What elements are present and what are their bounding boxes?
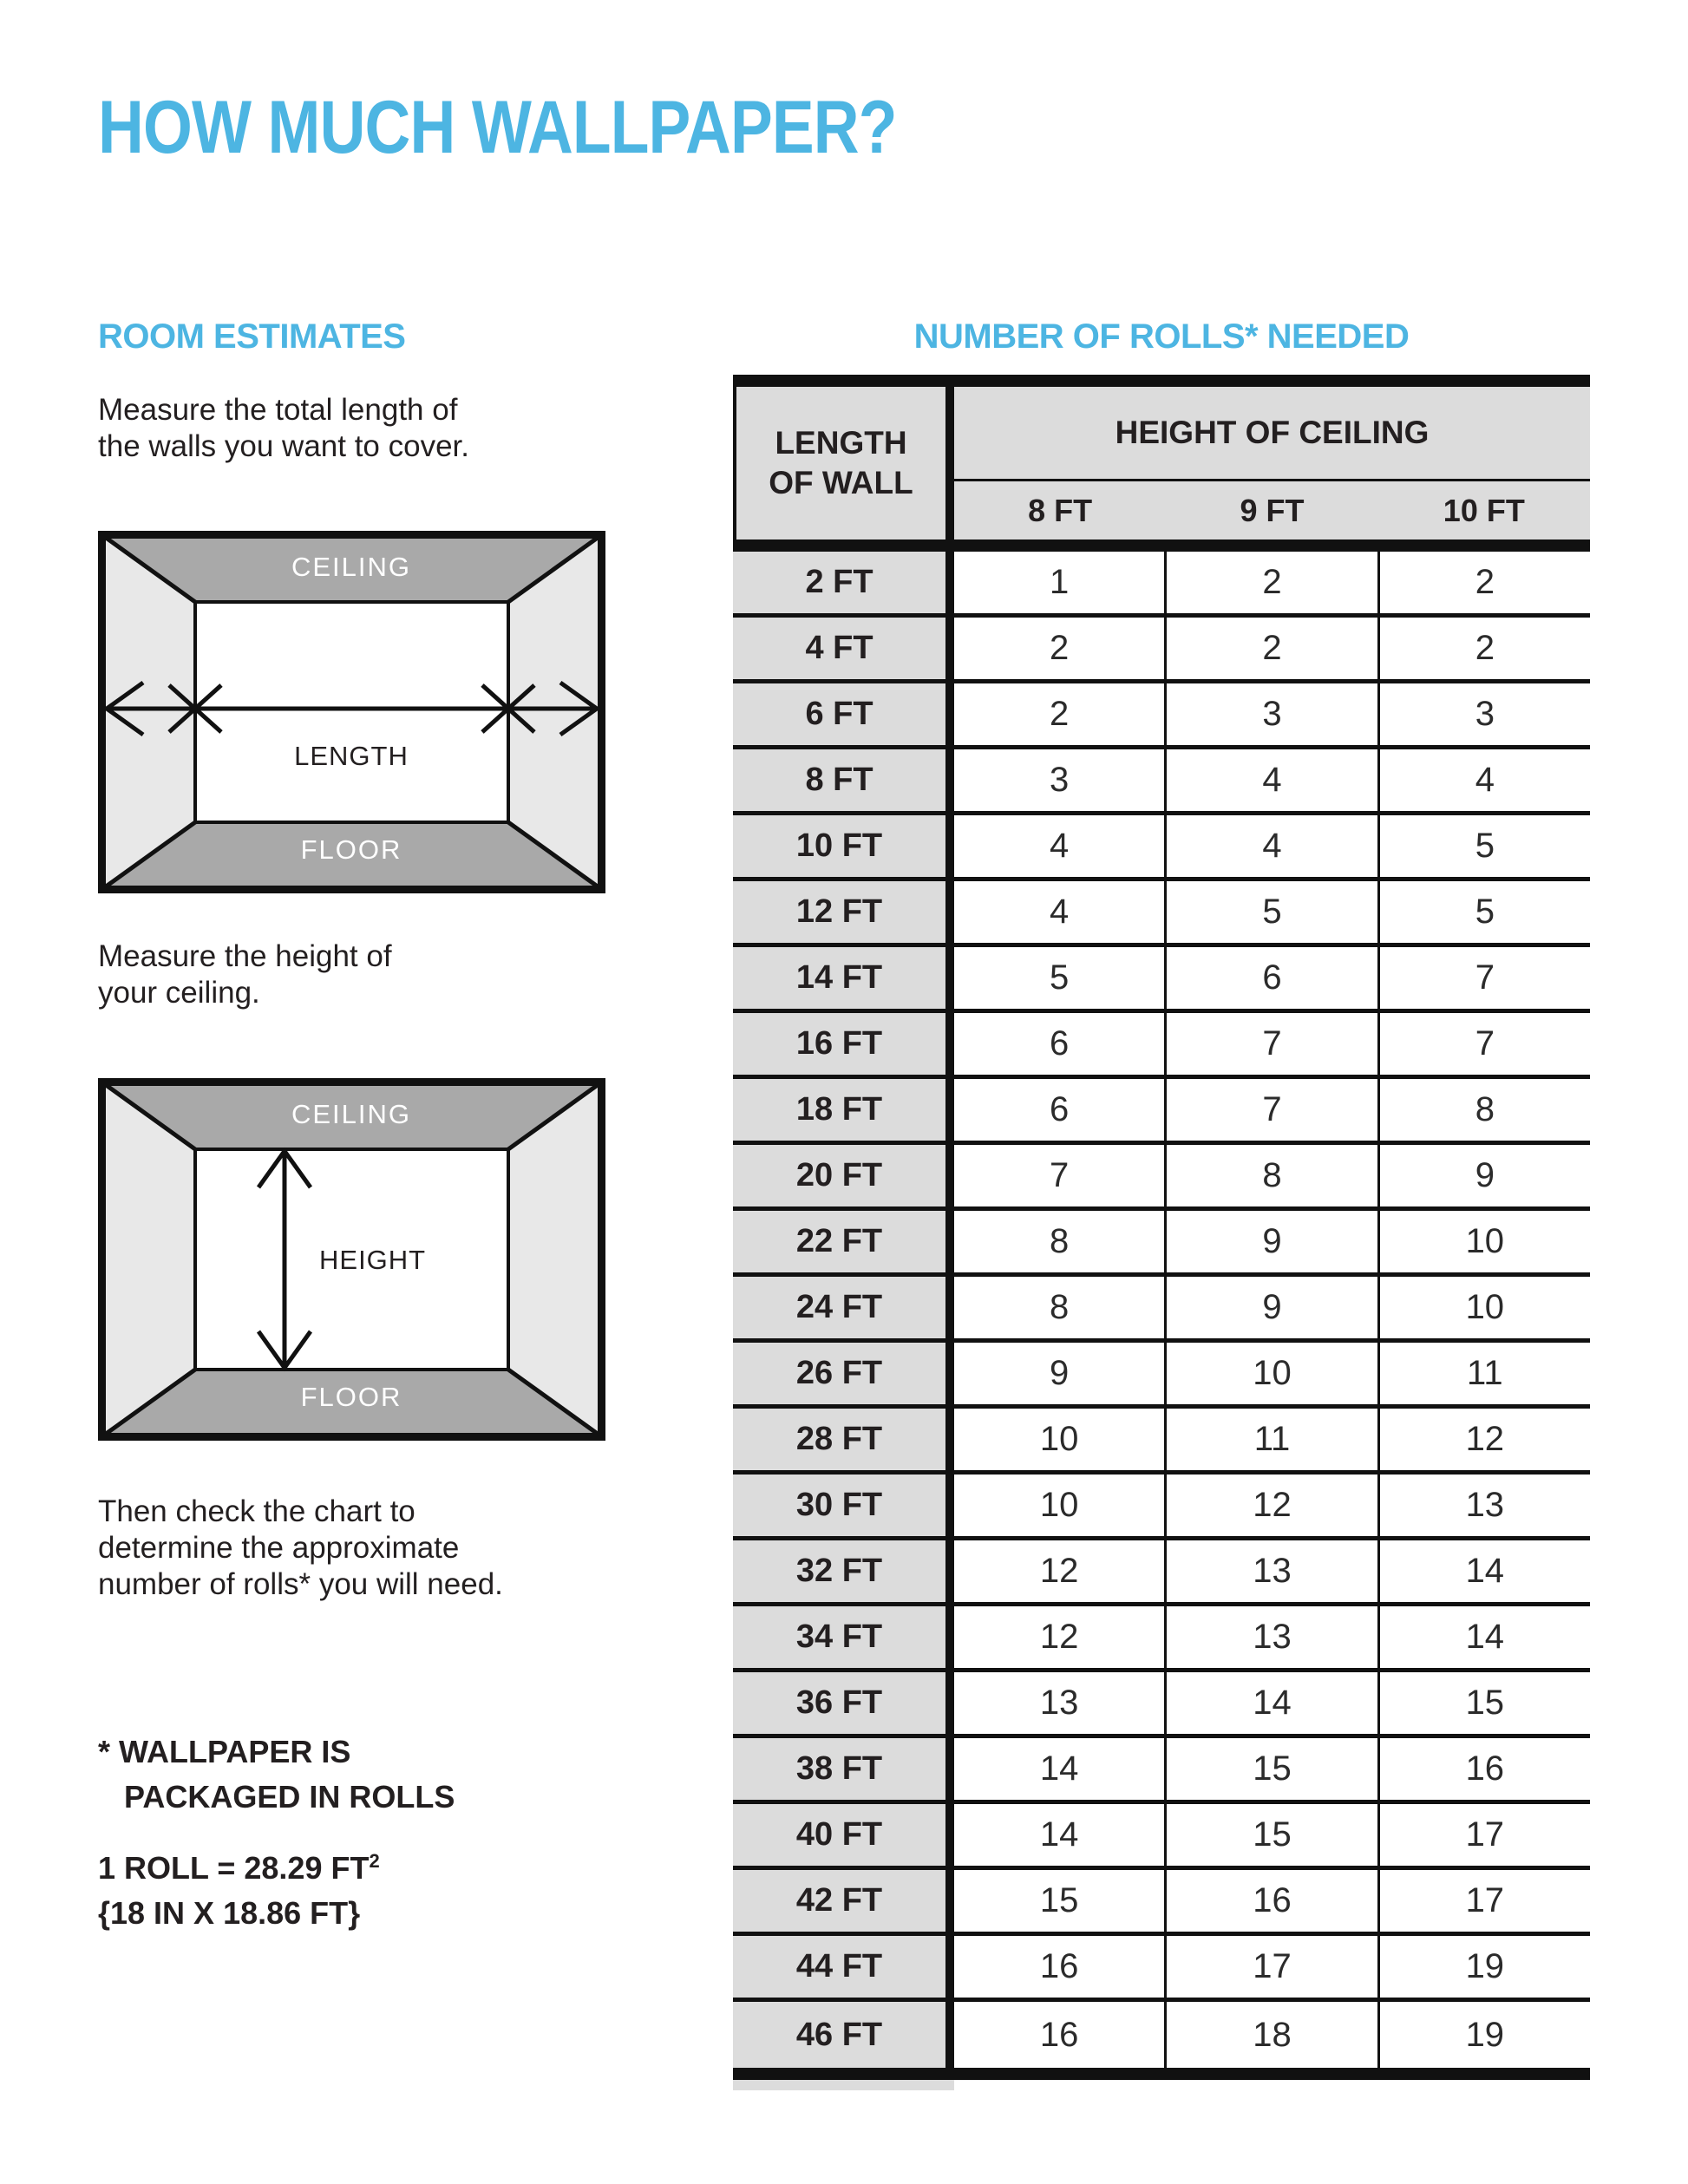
length-of-wall-header bbox=[733, 387, 954, 539]
rolls-10ft-cell: 14 bbox=[1380, 1606, 1590, 1668]
rolls-8ft-cell: 8 bbox=[954, 1277, 1167, 1338]
table-row bbox=[733, 1936, 1590, 2002]
rolls-9ft-cell: 15 bbox=[1167, 1738, 1379, 1800]
table-row bbox=[733, 1145, 1590, 1211]
rolls-8ft-cell: 9 bbox=[954, 1343, 1167, 1404]
rolls-10ft-cell: 19 bbox=[1380, 1936, 1590, 1998]
rolls-8ft-cell: 2 bbox=[954, 618, 1167, 679]
height-label: HEIGHT bbox=[319, 1245, 427, 1275]
rolls-8ft-cell: 12 bbox=[954, 1606, 1167, 1668]
rolls-10ft-cell: 12 bbox=[1380, 1409, 1590, 1470]
wall-length-cell: 6 FT bbox=[733, 683, 954, 745]
floor-label: FLOOR bbox=[300, 1382, 402, 1412]
rolls-8ft-cell: 2 bbox=[954, 683, 1167, 745]
rolls-9ft-cell: 3 bbox=[1167, 683, 1379, 745]
rolls-9ft-cell: 2 bbox=[1167, 618, 1379, 679]
table-bottom-border bbox=[733, 2068, 1590, 2080]
ceiling-height-header-group bbox=[954, 387, 1590, 539]
length-diagram bbox=[98, 531, 605, 893]
footnote-line-2: PACKAGED IN ROLLS bbox=[124, 1779, 455, 1815]
height-diagram bbox=[98, 1078, 605, 1441]
rolls-8ft-cell: 10 bbox=[954, 1409, 1167, 1470]
roll-size-line-1 bbox=[98, 1846, 380, 1891]
step-3-line-1: Then check the chart to bbox=[98, 1494, 415, 1528]
wall-length-cell: 38 FT bbox=[733, 1738, 954, 1800]
rolls-8ft-cell: 15 bbox=[954, 1870, 1167, 1932]
table-row bbox=[733, 1672, 1590, 1738]
rolls-10ft-cell: 2 bbox=[1380, 618, 1590, 679]
rolls-footnote bbox=[98, 1730, 455, 1820]
rolls-10ft-cell: 10 bbox=[1380, 1277, 1590, 1338]
rolls-8ft-cell: 16 bbox=[954, 1936, 1167, 1998]
table-row bbox=[733, 1738, 1590, 1804]
wall-length-cell: 10 FT bbox=[733, 815, 954, 877]
rolls-10ft-cell: 13 bbox=[1380, 1475, 1590, 1536]
rolls-9ft-cell: 4 bbox=[1167, 749, 1379, 811]
rolls-needed-heading: NUMBER OF ROLLS* NEEDED bbox=[913, 317, 1410, 356]
ceiling-label: CEILING bbox=[291, 1099, 412, 1129]
rolls-10ft-cell: 16 bbox=[1380, 1738, 1590, 1800]
wall-length-cell: 14 FT bbox=[733, 947, 954, 1009]
step-3-line-3: number of rolls* you will need. bbox=[98, 1567, 503, 1601]
rolls-9ft-cell: 5 bbox=[1167, 881, 1379, 943]
wall-length-cell: 24 FT bbox=[733, 1277, 954, 1338]
rolls-10ft-cell: 7 bbox=[1380, 947, 1590, 1009]
height-of-ceiling-header: HEIGHT OF CEILING bbox=[1115, 415, 1430, 450]
floor-label: FLOOR bbox=[300, 834, 402, 865]
step-1-line-1: Measure the total length of bbox=[98, 393, 458, 427]
table-row bbox=[733, 881, 1590, 947]
wall-length-cell: 28 FT bbox=[733, 1409, 954, 1470]
rolls-9ft-cell: 10 bbox=[1167, 1343, 1379, 1404]
table-row bbox=[733, 1343, 1590, 1409]
rolls-8ft-cell: 5 bbox=[954, 947, 1167, 1009]
step-2-line-1: Measure the height of bbox=[98, 939, 392, 973]
instruction-step-2 bbox=[98, 938, 392, 1011]
roll-size-superscript: 2 bbox=[369, 1850, 380, 1872]
page-title: HOW MUCH WALLPAPER? bbox=[98, 86, 897, 169]
table-row bbox=[733, 1540, 1590, 1606]
length-of-wall-line-2: OF WALL bbox=[769, 465, 913, 500]
rolls-10ft-cell: 3 bbox=[1380, 683, 1590, 745]
rolls-10ft-cell: 11 bbox=[1380, 1343, 1590, 1404]
room-estimates-heading: ROOM ESTIMATES bbox=[98, 317, 406, 356]
rolls-10ft-cell: 15 bbox=[1380, 1672, 1590, 1734]
rolls-8ft-cell: 10 bbox=[954, 1475, 1167, 1536]
footnote-line-1: * WALLPAPER IS bbox=[98, 1734, 351, 1769]
rolls-9ft-cell: 9 bbox=[1167, 1211, 1379, 1272]
table-row bbox=[733, 2002, 1590, 2068]
wall-length-cell: 16 FT bbox=[733, 1013, 954, 1075]
step-1-line-2: the walls you want to cover. bbox=[98, 429, 469, 463]
rolls-10ft-cell: 14 bbox=[1380, 1540, 1590, 1602]
rolls-9ft-cell: 14 bbox=[1167, 1672, 1379, 1734]
rolls-9ft-cell: 12 bbox=[1167, 1475, 1379, 1536]
table-row bbox=[733, 683, 1590, 749]
table-row bbox=[733, 1475, 1590, 1540]
table-row bbox=[733, 1804, 1590, 1870]
wall-length-cell: 12 FT bbox=[733, 881, 954, 943]
table-row bbox=[733, 552, 1590, 618]
rolls-9ft-cell: 4 bbox=[1167, 815, 1379, 877]
rolls-8ft-cell: 4 bbox=[954, 881, 1167, 943]
table-row bbox=[733, 1409, 1590, 1475]
ceiling-label: CEILING bbox=[291, 552, 412, 582]
wall-length-cell: 20 FT bbox=[733, 1145, 954, 1206]
rolls-9ft-cell: 11 bbox=[1167, 1409, 1379, 1470]
left-column-under-strip bbox=[733, 2080, 954, 2090]
wall-length-cell: 8 FT bbox=[733, 749, 954, 811]
instruction-step-3 bbox=[98, 1494, 503, 1603]
rolls-8ft-cell: 1 bbox=[954, 552, 1167, 613]
subheader-9ft: 9 FT bbox=[1240, 492, 1305, 528]
rolls-9ft-cell: 8 bbox=[1167, 1145, 1379, 1206]
wall-length-cell: 34 FT bbox=[733, 1606, 954, 1668]
rolls-table bbox=[733, 375, 1590, 2090]
length-label: LENGTH bbox=[294, 741, 409, 771]
table-top-border bbox=[733, 375, 1590, 387]
wall-length-cell: 4 FT bbox=[733, 618, 954, 679]
table-row bbox=[733, 618, 1590, 683]
table-row bbox=[733, 1606, 1590, 1672]
table-header-bottom-border bbox=[733, 539, 1590, 552]
rolls-9ft-cell: 2 bbox=[1167, 552, 1379, 613]
table-body bbox=[733, 552, 1590, 2068]
rolls-10ft-cell: 9 bbox=[1380, 1145, 1590, 1206]
rolls-9ft-cell: 15 bbox=[1167, 1804, 1379, 1866]
wall-length-cell: 46 FT bbox=[733, 2002, 954, 2068]
step-2-line-2: your ceiling. bbox=[98, 976, 260, 1010]
subheader-8ft: 8 FT bbox=[1028, 492, 1093, 528]
rolls-10ft-cell: 5 bbox=[1380, 881, 1590, 943]
subheader-10ft: 10 FT bbox=[1443, 492, 1525, 528]
table-row bbox=[733, 1013, 1590, 1079]
rolls-9ft-cell: 7 bbox=[1167, 1079, 1379, 1141]
table-header bbox=[733, 387, 1590, 539]
roll-size-note bbox=[98, 1846, 380, 1936]
rolls-10ft-cell: 17 bbox=[1380, 1804, 1590, 1866]
wall-length-cell: 32 FT bbox=[733, 1540, 954, 1602]
rolls-10ft-cell: 4 bbox=[1380, 749, 1590, 811]
instruction-step-1 bbox=[98, 392, 469, 465]
rolls-8ft-cell: 12 bbox=[954, 1540, 1167, 1602]
rolls-10ft-cell: 5 bbox=[1380, 815, 1590, 877]
rolls-10ft-cell: 7 bbox=[1380, 1013, 1590, 1075]
wall-length-cell: 40 FT bbox=[733, 1804, 954, 1866]
rolls-10ft-cell: 2 bbox=[1380, 552, 1590, 613]
rolls-8ft-cell: 4 bbox=[954, 815, 1167, 877]
rolls-8ft-cell: 14 bbox=[954, 1804, 1167, 1866]
table-row bbox=[733, 1870, 1590, 1936]
rolls-9ft-cell: 6 bbox=[1167, 947, 1379, 1009]
rolls-9ft-cell: 7 bbox=[1167, 1013, 1379, 1075]
back-wall-surface bbox=[195, 602, 508, 822]
rolls-8ft-cell: 6 bbox=[954, 1013, 1167, 1075]
rolls-8ft-cell: 14 bbox=[954, 1738, 1167, 1800]
rolls-9ft-cell: 13 bbox=[1167, 1606, 1379, 1668]
rolls-9ft-cell: 13 bbox=[1167, 1540, 1379, 1602]
table-row bbox=[733, 947, 1590, 1013]
wall-length-cell: 44 FT bbox=[733, 1936, 954, 1998]
rolls-10ft-cell: 8 bbox=[1380, 1079, 1590, 1141]
wall-length-cell: 26 FT bbox=[733, 1343, 954, 1404]
rolls-9ft-cell: 16 bbox=[1167, 1870, 1379, 1932]
rolls-8ft-cell: 8 bbox=[954, 1211, 1167, 1272]
table-row bbox=[733, 1079, 1590, 1145]
roll-size-text: 1 ROLL = 28.29 FT bbox=[98, 1850, 370, 1886]
wall-length-cell: 2 FT bbox=[733, 552, 954, 613]
rolls-9ft-cell: 18 bbox=[1167, 2002, 1379, 2068]
rolls-8ft-cell: 7 bbox=[954, 1145, 1167, 1206]
roll-size-line-2: {18 IN X 18.86 FT} bbox=[98, 1895, 361, 1931]
rolls-9ft-cell: 9 bbox=[1167, 1277, 1379, 1338]
rolls-10ft-cell: 19 bbox=[1380, 2002, 1590, 2068]
rolls-8ft-cell: 16 bbox=[954, 2002, 1167, 2068]
wall-length-cell: 42 FT bbox=[733, 1870, 954, 1932]
rolls-9ft-cell: 17 bbox=[1167, 1936, 1379, 1998]
rolls-8ft-cell: 6 bbox=[954, 1079, 1167, 1141]
table-row bbox=[733, 1211, 1590, 1277]
table-row bbox=[733, 1277, 1590, 1343]
rolls-10ft-cell: 10 bbox=[1380, 1211, 1590, 1272]
table-row bbox=[733, 815, 1590, 881]
wall-length-cell: 30 FT bbox=[733, 1475, 954, 1536]
rolls-8ft-cell: 13 bbox=[954, 1672, 1167, 1734]
length-of-wall-line-1: LENGTH bbox=[775, 424, 907, 461]
wall-length-cell: 22 FT bbox=[733, 1211, 954, 1272]
wall-length-cell: 36 FT bbox=[733, 1672, 954, 1734]
table-row bbox=[733, 749, 1590, 815]
rolls-8ft-cell: 3 bbox=[954, 749, 1167, 811]
step-3-line-2: determine the approximate bbox=[98, 1531, 460, 1565]
rolls-10ft-cell: 17 bbox=[1380, 1870, 1590, 1932]
wall-length-cell: 18 FT bbox=[733, 1079, 954, 1141]
ceiling-height-subheaders bbox=[954, 481, 1590, 539]
